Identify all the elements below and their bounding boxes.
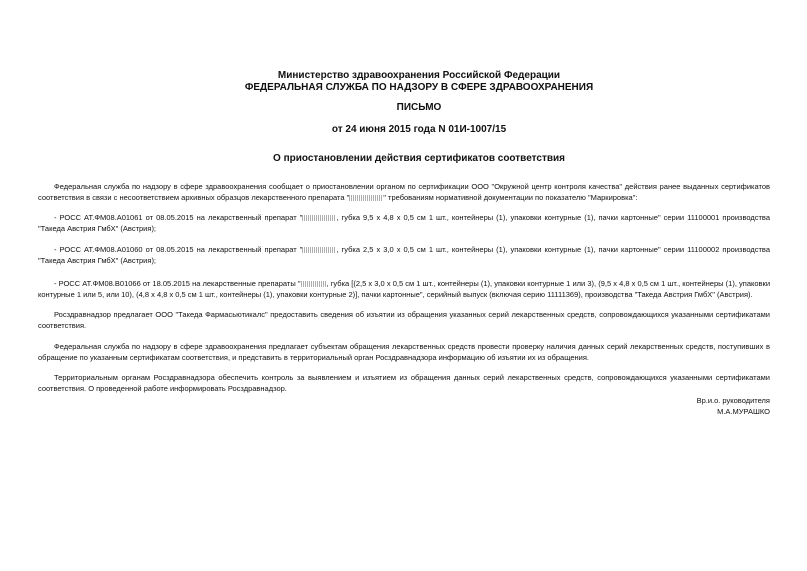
- intro-paragraph: [38, 182, 770, 203]
- redacted-product-name: [302, 215, 336, 221]
- certificate-item-2: [38, 245, 770, 266]
- territorial-control-paragraph: Территориальным органам Росздравнадзора обеспечить контроль за выявлением и изъятием из обращения данных серий лекарственных средств, сопровождающихся указанными сертификатами соответствия. О проведенной работе информировать Росздравнадзор.: [38, 373, 770, 393]
- intro-text-start: Федеральная служба по надзору в сфере здравоохранения сообщает о приостановлении органом по сертификации ООО "Окружной центр контроля качества" действия ранее выданных сертификатов соответствия в связи с несоответствием архивных образцов лекарственного препарата ": [38, 182, 770, 202]
- signatory-name: М.А.МУРАШКО: [717, 407, 770, 416]
- document-page: [38, 0, 770, 571]
- redacted-product-name: [302, 247, 336, 253]
- certificate-3-text-start: - РОСС AT.ФМ08.В01066 от 18.05.2015 на лекарственные препараты ": [54, 279, 301, 288]
- redacted-product-name: [301, 281, 327, 287]
- service-name: ФЕДЕРАЛЬНАЯ СЛУЖБА ПО НАДЗОРУ В СФЕРЕ ЗДРАВООХРАНЕНИЯ: [244, 82, 594, 93]
- certificate-item-3: [38, 279, 770, 300]
- document-type: ПИСЬМО: [396, 102, 442, 113]
- certificate-2-text-end: , губка 2,5 х 3,0 х 0,5 см 1 шт., контейнеры (1), упаковки контурные (1), пачки картонные" серии 11100002 производства "Такеда Австрия ГмбХ" (Австрия);: [38, 245, 770, 265]
- document-date-number: от 24 июня 2015 года N 01И-1007/15: [331, 124, 507, 135]
- certificate-1-text-start: - РОСС AT.ФМ08.А01061 от 08.05.2015 на лекарственный препарат ": [54, 213, 303, 222]
- ministry-name: Министерство здравоохранения Российской Федерации: [277, 70, 561, 81]
- certificate-1-text-end: , губка 9,5 х 4,8 х 0,5 см 1 шт., контейнеры (1), упаковки контурные (1), пачки картонные" серии 11100001 производства "Такеда Австрия ГмбХ" (Австрия);: [38, 213, 770, 233]
- document-subject: О приостановлении действия сертификатов соответствия: [273, 153, 565, 164]
- certificate-3-text-end: , губка [(2,5 х 3,0 х 0,5 см 1 шт., контейнеры (1), упаковки контурные 1 или 3), (9,5 х 4,8 х 0,5 см 1 шт., контейнеры (1), упаковки контурные 1 или 5, или 10), (4,8 х 4,8 х 0,5 см 1 шт., контейнеры (1), упаковки контурные 2)], пачки картонные", серийный выпуск (включая серию 11111369), производства "Такеда Австрия ГмбХ" (Австрия).: [38, 279, 771, 299]
- certificate-item-1: [38, 213, 770, 234]
- takeda-request-paragraph: Росздравнадзор предлагает ООО "Такеда Фармасьютикалс" предоставить сведения об изъятии из обращения указанных серий лекарственных средств, сопровождающихся указанными сертификатами соответствия.: [38, 310, 770, 330]
- subjects-check-paragraph: Федеральная служба по надзору в сфере здравоохранения предлагает субъектам обращения лекарственных средств провести проверку наличия данных серий лекарственных средств, поступивших в обращение по указанным сертификатам соответствия, и представить в территориальный орган Росздравнадзора информацию об изъятии их из обращения.: [38, 342, 770, 362]
- signatory-role: Вр.и.о. руководителя: [696, 396, 770, 405]
- redacted-product-name: [349, 195, 383, 201]
- certificate-2-text-start: - РОСС AT.ФМ08.А01060 от 08.05.2015 на лекарственный препарат ": [54, 245, 303, 254]
- intro-text-end: " требованиям нормативной документации по показателю "Маркировка":: [383, 192, 638, 202]
